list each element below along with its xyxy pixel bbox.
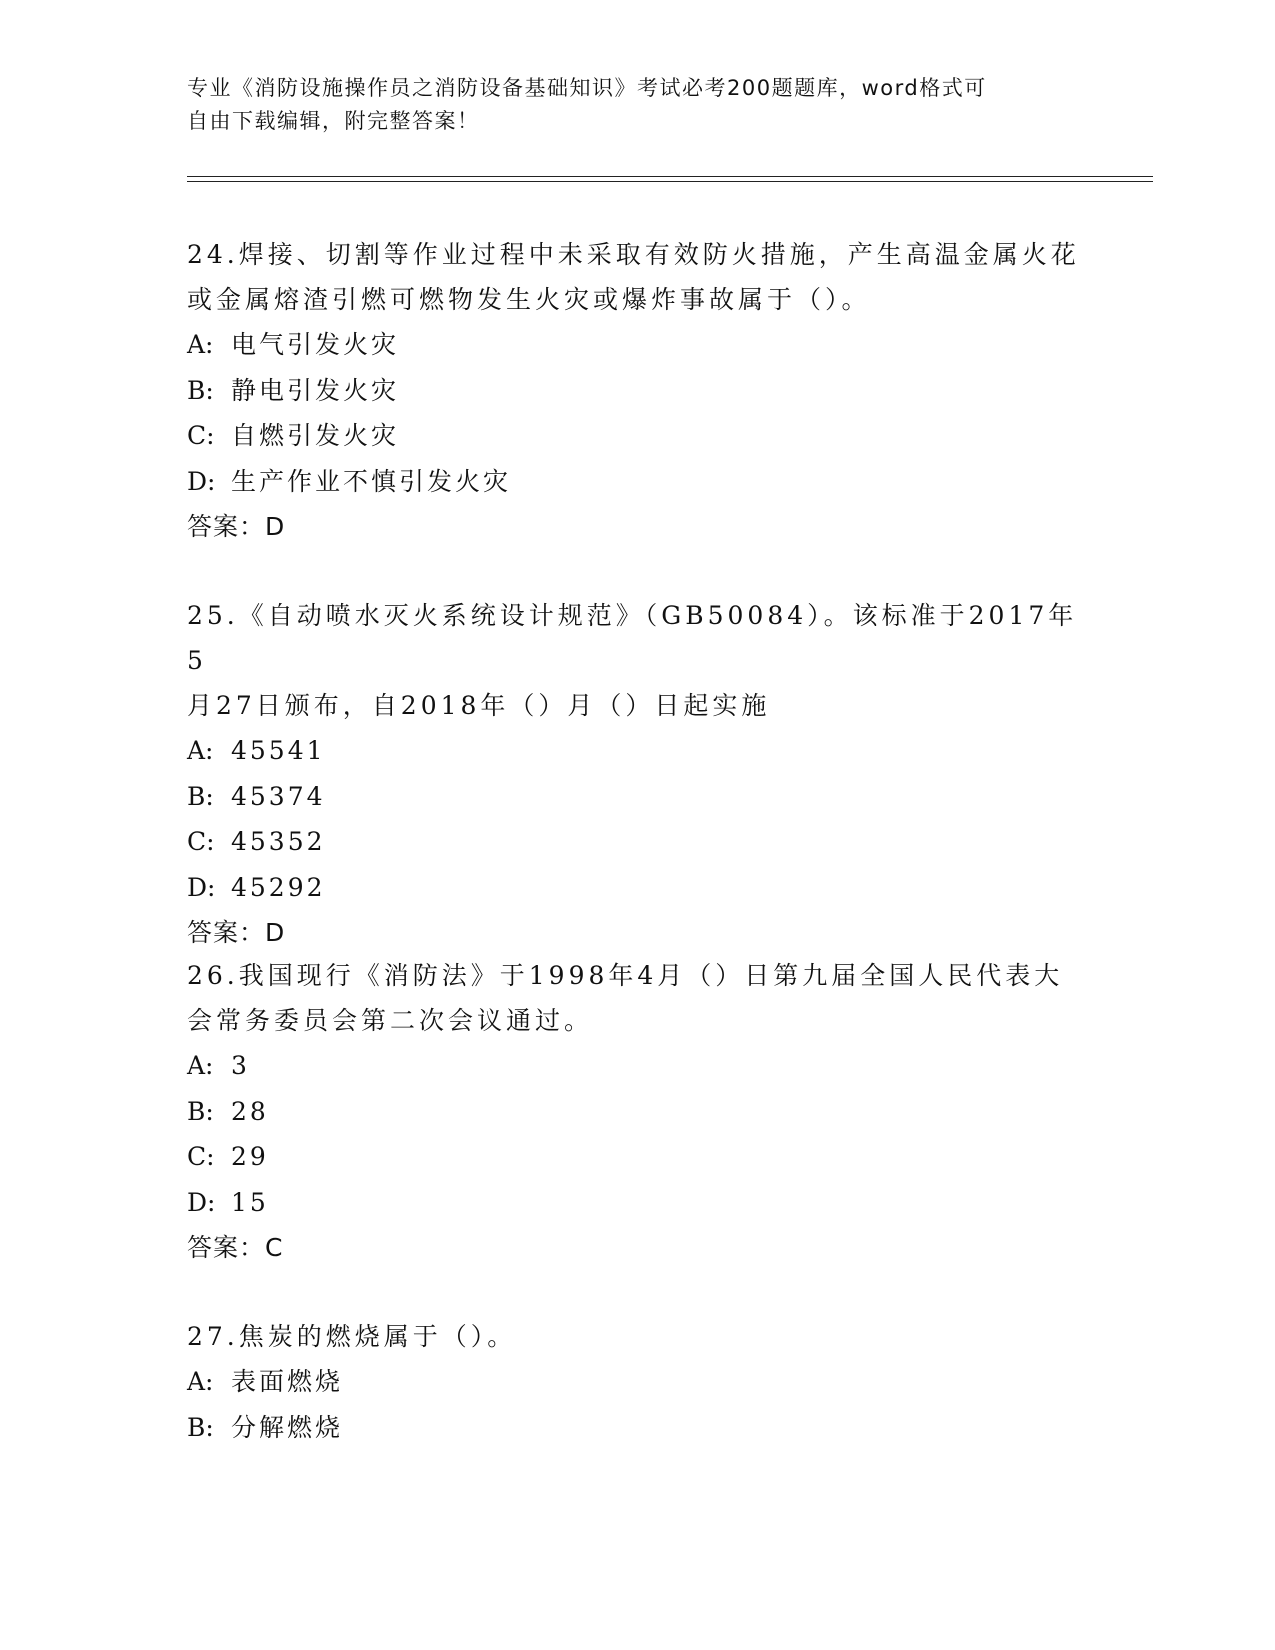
option-b — [187, 368, 1087, 414]
answer-line: 答案：D — [187, 918, 286, 947]
option-text: 45374 — [231, 781, 326, 811]
header-divider-top — [187, 176, 1153, 177]
option-text: 分解燃烧 — [231, 1412, 344, 1442]
option-text: 45541 — [231, 736, 326, 765]
option-key: B: — [187, 375, 214, 405]
option-text: 电气引发火灾 — [231, 330, 400, 359]
option-text: 29 — [231, 1142, 269, 1171]
option-b — [187, 1089, 1087, 1135]
question-stem-line: 月27日颁布，自2018年（）月（）日起实施 — [187, 691, 771, 720]
option-key: A: — [187, 736, 214, 765]
option-a — [187, 1043, 1087, 1089]
option-text: 15 — [231, 1187, 269, 1217]
option-d — [187, 459, 1087, 505]
option-b — [187, 1405, 1087, 1451]
option-a — [187, 322, 1087, 368]
option-key: B: — [187, 1412, 214, 1442]
question-24 — [187, 232, 1087, 550]
option-text: 自燃引发火灾 — [231, 421, 400, 450]
option-text: 生产作业不慎引发火灾 — [231, 466, 512, 496]
question-stem-line: 或金属熔渣引燃可燃物发生火灾或爆炸事故属于（）。 — [187, 285, 871, 314]
option-b — [187, 774, 1087, 820]
header-line-2: 自由下载编辑，附完整答案！ — [187, 109, 480, 133]
option-a — [187, 1359, 1087, 1405]
option-key: D: — [187, 466, 216, 496]
question-stem-line: 25.《自动喷水灭火系统设计规范》（GB50084）。该标准于2017年5 — [187, 601, 1078, 675]
option-key: A: — [187, 1367, 214, 1396]
option-key: D: — [187, 872, 216, 902]
question-stem-line: 27.焦炭的燃烧属于（）。 — [187, 1322, 517, 1351]
option-text: 45352 — [231, 827, 326, 856]
option-key: C: — [187, 1142, 215, 1171]
question-26 — [187, 953, 1087, 1271]
option-d — [187, 865, 1087, 911]
question-stem-line: 26.我国现行《消防法》于1998年4月（）日第九届全国人民代表大 — [187, 961, 1064, 990]
answer-line: 答案：D — [187, 512, 286, 541]
option-key: C: — [187, 827, 215, 856]
option-c — [187, 1134, 1087, 1180]
option-text: 表面燃烧 — [231, 1367, 344, 1396]
option-d — [187, 1180, 1087, 1226]
option-text: 3 — [231, 1051, 250, 1080]
option-key: C: — [187, 421, 215, 450]
option-key: B: — [187, 781, 214, 811]
answer-line: 答案：C — [187, 1233, 284, 1262]
question-27 — [187, 1314, 1087, 1450]
option-key: A: — [187, 1051, 214, 1080]
option-a — [187, 728, 1087, 774]
option-key: D: — [187, 1187, 216, 1217]
option-key: A: — [187, 330, 214, 359]
option-text: 28 — [231, 1096, 269, 1126]
document-header — [187, 72, 1067, 138]
option-key: B: — [187, 1096, 214, 1126]
option-text: 静电引发火灾 — [231, 375, 400, 405]
question-25 — [187, 593, 1087, 956]
option-c — [187, 413, 1087, 459]
question-stem-line: 会常务委员会第二次会议通过。 — [187, 1006, 594, 1035]
option-text: 45292 — [231, 872, 326, 902]
question-stem-line: 24.焊接、切割等作业过程中未采取有效防火措施，产生高温金属火花 — [187, 240, 1080, 269]
header-divider-bottom — [187, 181, 1153, 182]
option-c — [187, 819, 1087, 865]
header-line-1: 专业《消防设施操作员之消防设备基础知识》考试必考200题题库，word格式可 — [187, 76, 987, 100]
